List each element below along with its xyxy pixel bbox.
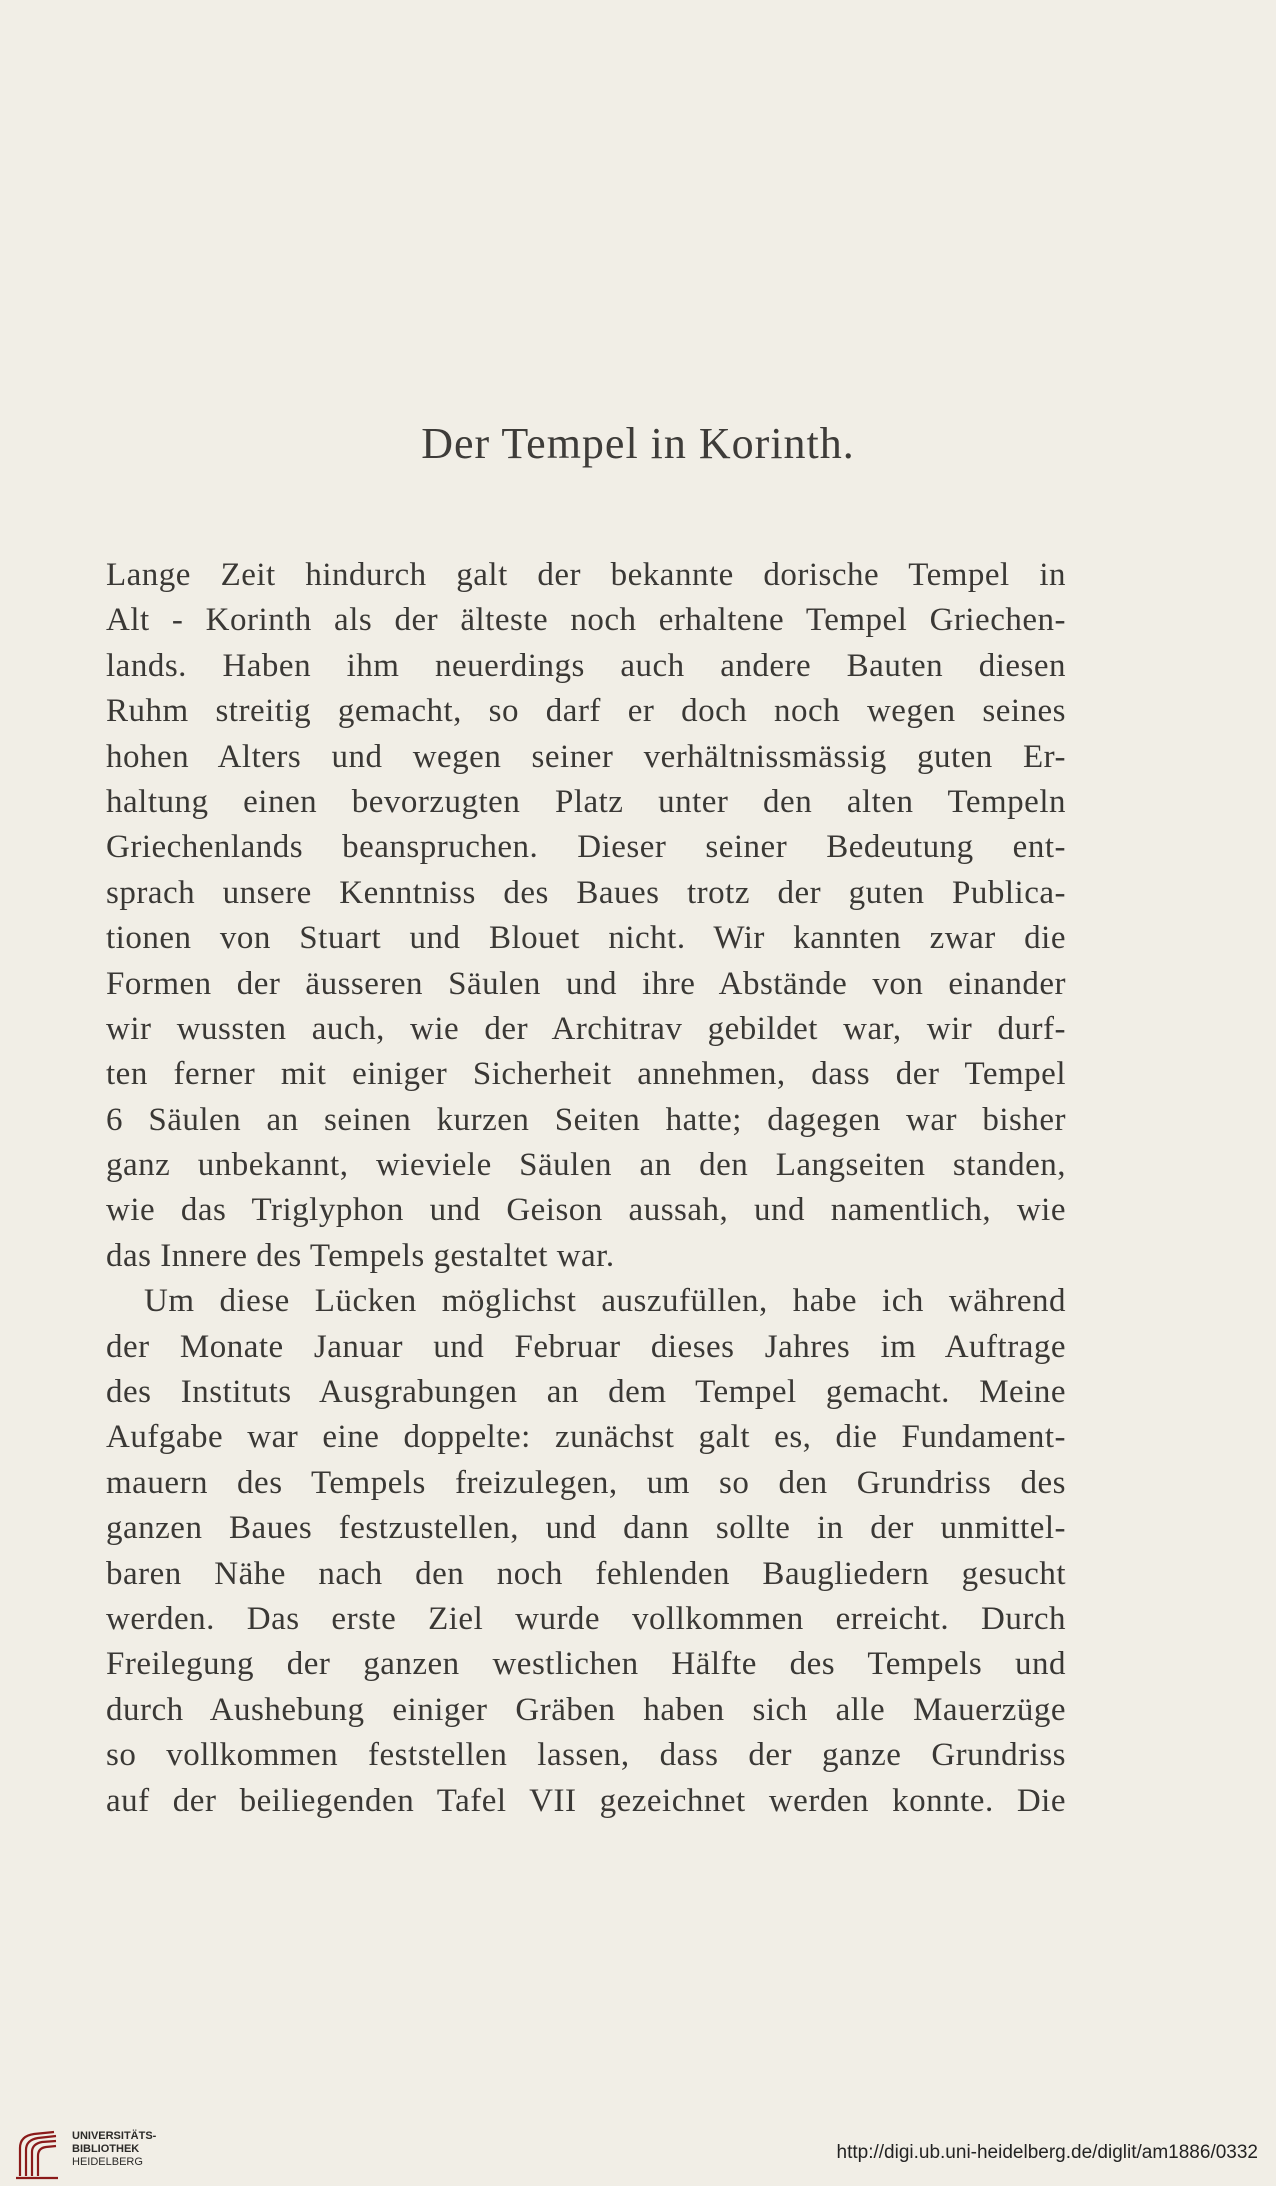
page-title: Der Tempel in Korinth.	[421, 419, 855, 468]
text-line: baren Nähe nach den noch fehlenden Baugliedern gesucht	[106, 1555, 1066, 1592]
text-line: werden. Das erste Ziel wurde vollkommen erreicht. Durch	[106, 1600, 1066, 1637]
library-name-line: HEIDELBERG	[72, 2156, 143, 2168]
library-name-line: UNIVERSITÄTS-	[72, 2130, 157, 2142]
library-name-line: BIBLIOTHEK	[72, 2143, 140, 2155]
text-line: auf der beiliegenden Tafel VII gezeichnet werden konnte. Die	[106, 1782, 1066, 1819]
text-line: ganzen Baues festzustellen, und dann sollte in der unmittel-	[106, 1510, 1066, 1547]
text-line: ten ferner mit einiger Sicherheit annehmen, dass der Tempel	[106, 1056, 1066, 1093]
text-line: ganz unbekannt, wieviele Säulen an den Langseiten standen,	[106, 1147, 1066, 1184]
text-line: durch Aushebung einiger Gräben haben sich alle Mauerzüge	[106, 1691, 1066, 1728]
text-line: Ruhm streitig gemacht, so darf er doch noch wegen seines	[106, 693, 1066, 730]
library-name	[72, 2130, 156, 2169]
text-line: 6 Säulen an seinen kurzen Seiten hatte; dagegen war bisher	[106, 1101, 1066, 1138]
text-line: Um diese Lücken möglichst auszufüllen, habe ich während	[144, 1283, 1066, 1320]
text-line: des Instituts Ausgrabungen an dem Tempel gemacht. Meine	[106, 1374, 1066, 1411]
text-line: haltung einen bevorzugten Platz unter den alten Tempeln	[106, 783, 1066, 820]
text-line: Griechenlands beanspruchen. Dieser seiner Bedeutung ent-	[106, 829, 1066, 866]
text-line: Alt - Korinth als der älteste noch erhaltene Tempel Griechen-	[106, 602, 1066, 639]
source-url[interactable]: http://digi.ub.uni-heidelberg.de/diglit/am1886/0332	[836, 2142, 1258, 2163]
text-line: sprach unsere Kenntniss des Baues trotz der guten Publica-	[106, 874, 1066, 911]
text-line: wir wussten auch, wie der Architrav gebildet war, wir durf-	[106, 1010, 1066, 1047]
text-line: Lange Zeit hindurch galt der bekannte dorische Tempel in	[106, 557, 1066, 593]
footer	[0, 2120, 1276, 2186]
text-line: Aufgabe war eine doppelte: zunächst galt es, die Fundament-	[106, 1419, 1066, 1456]
text-line: wie das Triglyphon und Geison aussah, und namentlich, wie	[106, 1192, 1066, 1229]
text-line: so vollkommen feststellen lassen, dass der ganze Grundriss	[106, 1737, 1066, 1774]
text-line: Freilegung der ganzen westlichen Hälfte des Tempels und	[106, 1646, 1066, 1683]
body-text	[106, 553, 1066, 1824]
text-line: mauern des Tempels freizulegen, um so den Grundriss des	[106, 1464, 1066, 1501]
library-logo-icon	[14, 2128, 62, 2182]
text-line: hohen Alters und wegen seiner verhältnissmässig guten Er-	[106, 738, 1066, 775]
text-line: tionen von Stuart und Blouet nicht. Wir kannten zwar die	[106, 920, 1066, 957]
text-line: lands. Haben ihm neuerdings auch andere Bauten diesen	[106, 647, 1066, 684]
text-line: Formen der äusseren Säulen und ihre Abstände von einander	[106, 965, 1066, 1002]
text-line: der Monate Januar und Februar dieses Jahres im Auftrage	[106, 1328, 1066, 1365]
text-line: das Innere des Tempels gestaltet war.	[106, 1237, 615, 1274]
